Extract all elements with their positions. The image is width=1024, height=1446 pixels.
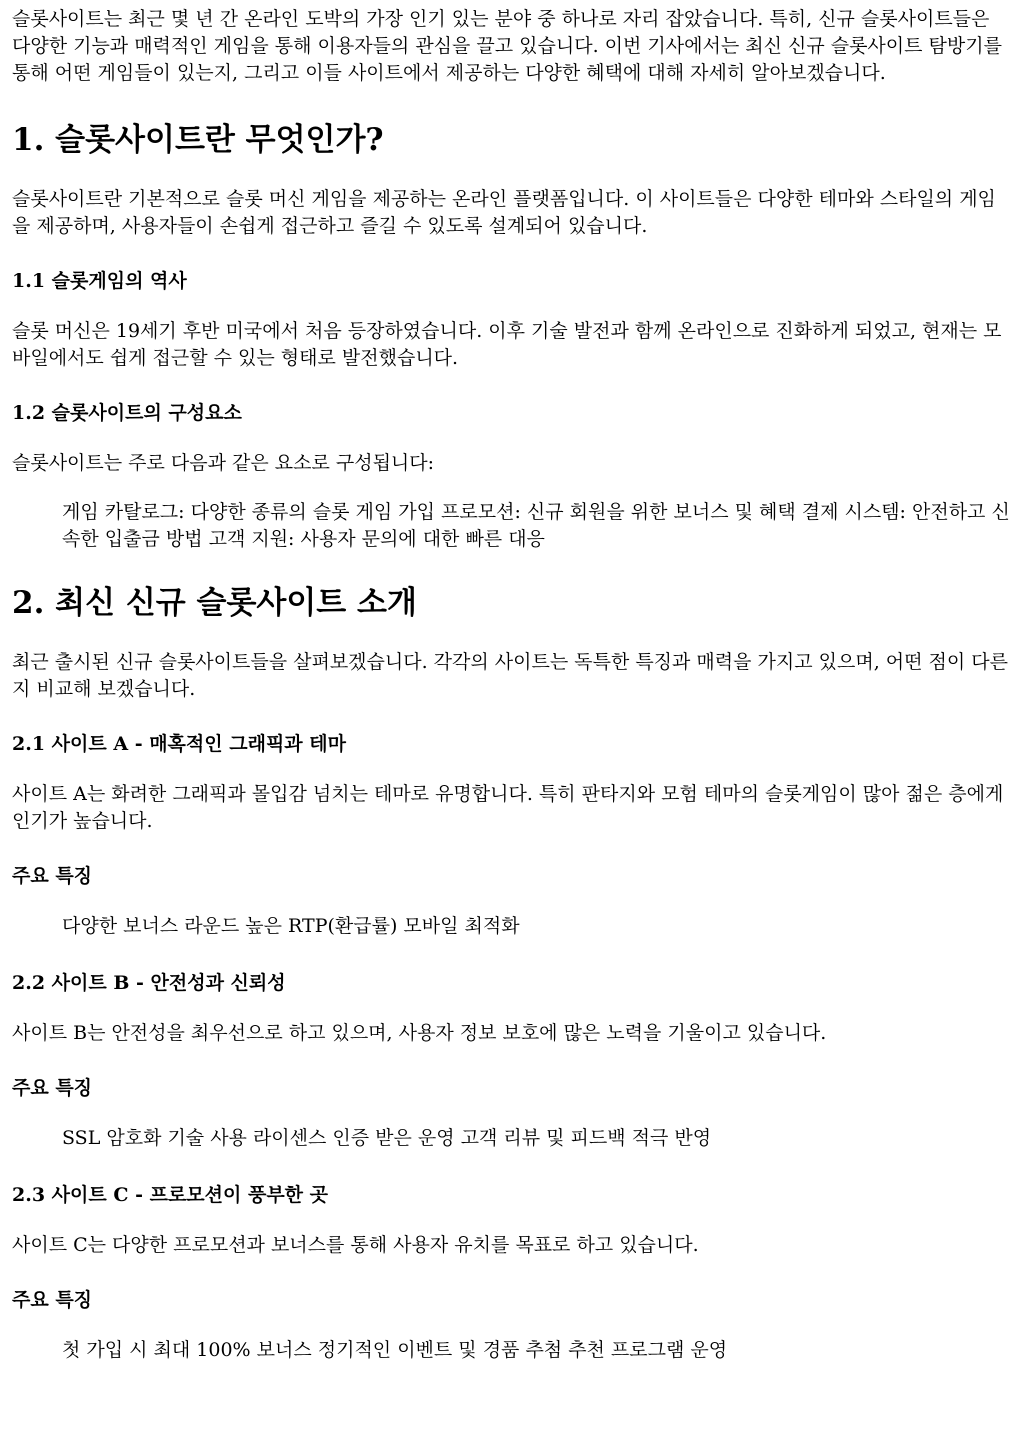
site-a-features-list: 다양한 보너스 라운드 높은 RTP(환급률) 모바일 최적화 [62, 915, 520, 937]
section1-1-paragraph: 슬롯 머신은 19세기 후반 미국에서 처음 등장하였습니다. 이후 기술 발전과 함께 온라인으로 진화하게 되었고, 현재는 모바일에서도 쉽게 접근할 수 있는 형태로 발전했습니다. [12, 320, 1002, 369]
section1-paragraph: 슬롯사이트란 기본적으로 슬롯 머신 게임을 제공하는 온라인 플랫폼입니다. 이 사이트들은 다양한 테마와 스타일의 게임을 제공하며, 사용자들이 손쉽게 접근하고 즐길 수 있도록 설계되어 있습니다. [12, 188, 996, 237]
section2-heading: 2. 최신 신규 슬롯사이트 소개 [12, 585, 417, 621]
site-b-features-list: SSL 암호화 기술 사용 라이센스 인증 받은 운영 고객 리뷰 및 피드백 적극 반영 [62, 1127, 712, 1149]
site-b-paragraph: 사이트 B는 안전성을 최우선으로 하고 있으며, 사용자 정보 보호에 많은 노력을 기울이고 있습니다. [12, 1022, 827, 1044]
site-c-features-heading: 주요 특징 [12, 1289, 93, 1311]
section2-paragraph: 최근 출시된 신규 슬롯사이트들을 살펴보겠습니다. 각각의 사이트는 독특한 특징과 매력을 가지고 있으며, 어떤 점이 다른지 비교해 보겠습니다. [12, 651, 1008, 700]
section1-heading: 1. 슬롯사이트란 무엇인가? [12, 122, 384, 158]
site-a-paragraph: 사이트 A는 화려한 그래픽과 몰입감 넘치는 테마로 유명합니다. 특히 판타지와 모험 테마의 슬롯게임이 많아 젊은 층에게 인기가 높습니다. [12, 783, 1004, 832]
site-b-heading: 2.2 사이트 B - 안전성과 신뢰성 [12, 972, 286, 994]
site-a-features-heading: 주요 특징 [12, 865, 93, 887]
site-c-features-list: 첫 가입 시 최대 100% 보너스 정기적인 이벤트 및 경품 추첨 추천 프로그램 운영 [62, 1339, 728, 1361]
components-list: 게임 카탈로그: 다양한 종류의 슬롯 게임 가입 프로모션: 신규 회원을 위한 보너스 및 혜택 결제 시스템: 안전하고 신속한 입출금 방법 고객 지원: 사용자 문의에 대한 빠른 대응 [62, 501, 1010, 550]
section1-2-paragraph: 슬롯사이트는 주로 다음과 같은 요소로 구성됩니다: [12, 452, 435, 474]
site-c-heading: 2.3 사이트 C - 프로모션이 풍부한 곳 [12, 1184, 329, 1206]
site-a-heading: 2.1 사이트 A - 매혹적인 그래픽과 테마 [12, 733, 346, 755]
section1-1-heading: 1.1 슬롯게임의 역사 [12, 270, 187, 292]
intro-paragraph: 슬롯사이트는 최근 몇 년 간 온라인 도박의 가장 인기 있는 분야 중 하나로 자리 잡았습니다. 특히, 신규 슬롯사이트들은 다양한 기능과 매력적인 게임을 통해 이용자들의 관심을 끌고 있습니다. 이번 기사에서는 최신 신규 슬롯사이트 탐방기를 통해 어떤 게임들이 있는지, 그리고 이들 사이트에서 제공하는 다양한 혜택에 대해 자세히 알아보겠습니다. [12, 8, 1002, 84]
site-c-paragraph: 사이트 C는 다양한 프로모션과 보너스를 통해 사용자 유치를 목표로 하고 있습니다. [12, 1234, 699, 1256]
section1-2-heading: 1.2 슬롯사이트의 구성요소 [12, 402, 242, 424]
site-b-features-heading: 주요 특징 [12, 1077, 93, 1099]
